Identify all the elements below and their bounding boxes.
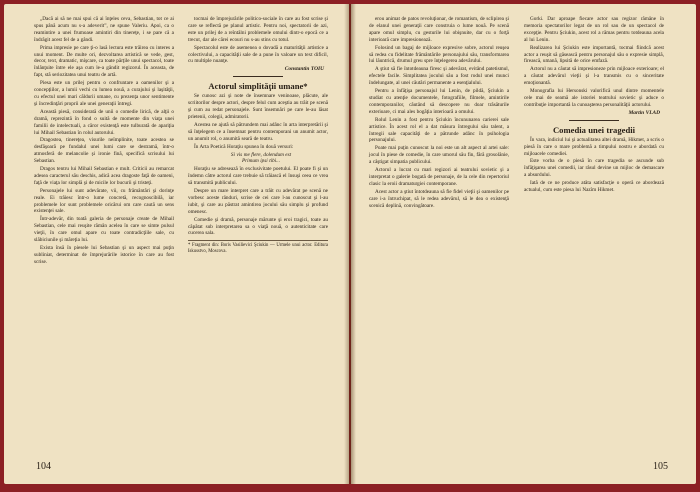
motto-line: Si vis me flere, dolendum est <box>230 151 292 158</box>
article-author: Martin VLAD <box>628 109 660 116</box>
paragraph: În vara, indiciul lui şi actualitatea altei dramă, Hikmet, a scris o piesă în care o mare problemă a timpului nostru e abordată cu mijloacele comediei. <box>524 136 664 157</box>
left-column-1 <box>34 16 174 267</box>
paragraph: În Arta Poetică Horaţiu spunea în două versuri: <box>194 143 294 150</box>
paragraph: A ştiut să fie întotdeauna firesc şi adevărat, evitând patetismul, efectele facile. Simplitatea jocului său a fost rodul unei munci îndelungate, al unei căutări permanente a esenţialului. <box>369 66 509 87</box>
paragraph: Dragostea, tinereţea, visurile neîmplinite, toate acestea se desfăşoară pe fundalul unei lumi care se destramă, într-o atmosferă de melancolie şi ironie fină, specifică scrisului lui Sebastian. <box>34 137 174 165</box>
paragraph: Actorul a lucrat cu mari regizori ai teatrului sovietic şi a interpretat o galerie bogată de personaje, de la cele din repertoriul clasic la eroii dramaturgiei contemporane. <box>369 167 509 187</box>
paragraph: Dragos tentru lui Mihail Sebastian e mult. Criticii au remarcat adesea caracterul său deschis, adică acea dragoste faţă de oameni, faţă de viaţa lor simplă şi de micile lor bucurii şi tristeţi. <box>34 166 174 186</box>
article-heading: Comedia unei tragedii <box>552 124 636 135</box>
paragraph: Despre un mare interpret care a trăit cu adevărat pe scenă ne vorbesc aceste rânduri, scrise de cei care l-au cunoscut şi l-au iubit, şi care au păstrat amintirea jocului său simplu şi profund omenesc. <box>188 188 328 215</box>
left-page <box>4 4 349 484</box>
paragraph: Personajele lui sunt adevărate, vii, cu frământări şi dorinţe reale. Ei trăiesc într-o lume concretă, recognoscibilă, iar problemele lor sunt problemele oricărui om care caută un sens existenţei sale. <box>34 187 174 215</box>
article-author: Constantin TOIU <box>284 66 324 73</box>
paragraph: Această piesă, considerată de unii o comedie lirică, de alţii o dramă, reprezintă în fond o suită de momente din viaţa unei familii de intelectuali, a căror existenţă este tulburată de apariţia lui Mihail Sebastian în rolul autorului. <box>34 108 174 136</box>
paragraph: Piesa este un prilej pentru o confruntare a oamenilor şi a concepţiilor, a lumii vechi cu lumea nouă, a curajului şi laşităţii, cu efectul unei mari căldurii umane, cu prezenţa unor sentimente şi încredinţări proprii ale unei generaţii întregi. <box>34 80 174 107</box>
latin-motto <box>188 152 328 166</box>
paragraph: Exista însă în piesele lui Sebastian şi un aspect mai puţin subliniat, determinat de împrejurările istorice în care au fost scrise. <box>34 245 174 265</box>
section-divider <box>569 120 619 121</box>
paragraph: Este vorba de o piesă în care tragedia se ascunde sub înfăţişarea unei comedii, iar râsul devine un mijloc de demascare a absurdului. <box>524 158 664 179</box>
paragraph: Horaţiu se adresează în exclusivitate poetului. El poate fi şi un îndemn către actorul care trebuie să trăiască el însuşi ceea ce vrea să transmită publicului. <box>188 166 328 187</box>
page-number: 105 <box>653 461 668 472</box>
section-divider <box>233 76 283 77</box>
paragraph: Rolul Lenin a fost pentru Şciukin încununarea carierei sale artistice. În acest rol el a dat măsura întregului său talent, a întregii sale capacităţi de a pătrunde adânc în psihologia personajului. <box>369 116 509 144</box>
paragraph: „Dacă ai să ne mai spui că ai înţeles ceva, Sebastian, tot ce ai spus până acum nu s-a adeverit”, ne spune Valeriu. Apoi, ca o reamintire a unei frumoase amintiri din tinereţe, i se pare că a îndrăgit acest fel de a gândi. <box>34 16 174 43</box>
paragraph: Iată de ce ne produce atâta satisfacţie o operă ce abordează actualul, cum este piesa lui Nazîm Hikmet. <box>524 180 664 194</box>
right-column-1 <box>369 16 509 210</box>
paragraph: Se cunosc azi şi note de însemnare veninoase, plăcute, ale scriitorilor despre actori, despre felul cum aceştia au trăit pe scenă şi cum au redat personajele. Sunt însemnări pe care le-au lăsat prietenii, colegii, admiratorii. <box>188 93 328 120</box>
paragraph: Comedie şi dramă, personaje mărunte şi eroi tragici, toate au căpătat sub interpretarea sa o viaţă nouă, o autenticitate care cucerea sala. <box>188 216 328 237</box>
paragraph: Poate mai puţin cunoscut la noi este un alt aspect al artei sale: jocul în piese de comedie, în care umorul său fin, fără grosolănie, a câştigat simpatia publicului. <box>369 145 509 166</box>
paragraph: Acestea ne ajută să pătrundem mai adânc în arta interpretării şi să înţelegem ce a însemnat pentru contemporani un anumit actor, un anumit rol, o anumită seară de teatru. <box>188 121 328 142</box>
paragraph: Realizarea lui Şciukin este importantă, tocmai fiindcă acest actor a reuşit să găsească pentru personajul său o expresie simplă, firească, umană, lipsită de orice emfază. <box>524 44 664 65</box>
paragraph: Acest actor a ştiut întotdeauna să fie fidel vieţii şi oamenilor pe care i-a întruchipat, să le redea adevărul, să le dea o existenţă scenică deplină, convingătoare. <box>369 188 509 209</box>
paragraph: Folosind un bagaj de mijloace expresive sobre, actorul reuşea să redea cu fidelitate frământările personajului său, transformarea lui lăuntrică, drumul greu spre înţelegerea adevărului. <box>369 44 509 65</box>
paragraph: tocmai de împrejurările politico-sociale în care au fost scrise şi care se reflectă pe planul artistic. Pentru noi, spectatorii de azi, este un prilej de a reîntâlni problemele omului dintr-o epocă ce a trecut, dar ale cărei ecouri nu s-au stins cu totul. <box>188 16 328 43</box>
footnote: * Fragment din: Boris Vasilievici Şciukin — Urmele unui actor. Editura Iskusstvo, Moscova. <box>188 240 328 255</box>
right-column-2 <box>524 16 664 195</box>
paragraph: erou animat de patos revoluţionar, de romantism, de sclipirea şi de elanul unei generaţii care construia o lume nouă. Pe scenă apare omul simplu, cu gesturile lui obişnuite, dar cu o forţă interioară care impresionează. <box>369 16 509 43</box>
motto-line: Primum ipsi tibi... <box>241 158 280 165</box>
paragraph: Actorul nu a căutat să impresioneze prin mijloace exterioare; el a căutat adevărul vieţii şi l-a transmis cu o sinceritate emoţionantă. <box>524 66 664 87</box>
paragraph: Spectacolul este de asemenea o dovadă a maturităţii artistice a colectivului, a capacităţii sale de a pune în valoare un text dificil, cu multiple nuanţe. <box>188 44 328 65</box>
paragraph: Prima impresie pe care ţi-o lasă lectura este trăirea cu interes a unui moment. De multe ori, dezvoltarea artistică se vede, gest, decor, text, dramatic, mişcare, ca toate părţile unui spectacol, toate înlănţuite între ele aşa cum le-a gândit regizorul. În aceasta, de fapt, stă seriozitatea unui teatru de artă. <box>34 44 174 79</box>
paragraph: Monografia lui Hersonski valorifică unul dintre momentele cele mai de seamă ale istoriei teatrului sovietic şi aduce o contribuţie importantă la cunoaşterea personalităţii actorului. <box>524 88 664 108</box>
paragraph: Gorki. Dar aproape fiecare actor sau regizor rămâne în memoria spectatorilor legat de un rol sau de un spectacol de excepţie. Pentru Şciukin, acest rol a rămas pentru totdeauna acela al lui Lenin. <box>524 16 664 43</box>
left-column-2 <box>188 16 328 255</box>
article-heading: Actorul simplităţii umane* <box>208 81 308 92</box>
paragraph: Într-adevăr, din toată galeria de personaje create de Mihail Sebastian, cele mai reuşite rămân acelea în care se simte pulsul vieţii, în care omul apare cu toate contradicţiile sale, cu slăbiciunile şi măreţia lui. <box>34 216 174 244</box>
paragraph: Pentru a înfăţişa personajul lui Lenin, de pildă, Şciukin a studiat cu atenţie documentele, fotografiile, filmele, amintirile contemporanilor, căutând să descopere nu doar trăsăturile exterioare, ci mai ales bogăţia interioară a omului. <box>369 88 509 115</box>
book-gutter <box>344 4 356 484</box>
right-page <box>351 4 696 484</box>
page-number: 104 <box>36 461 51 472</box>
